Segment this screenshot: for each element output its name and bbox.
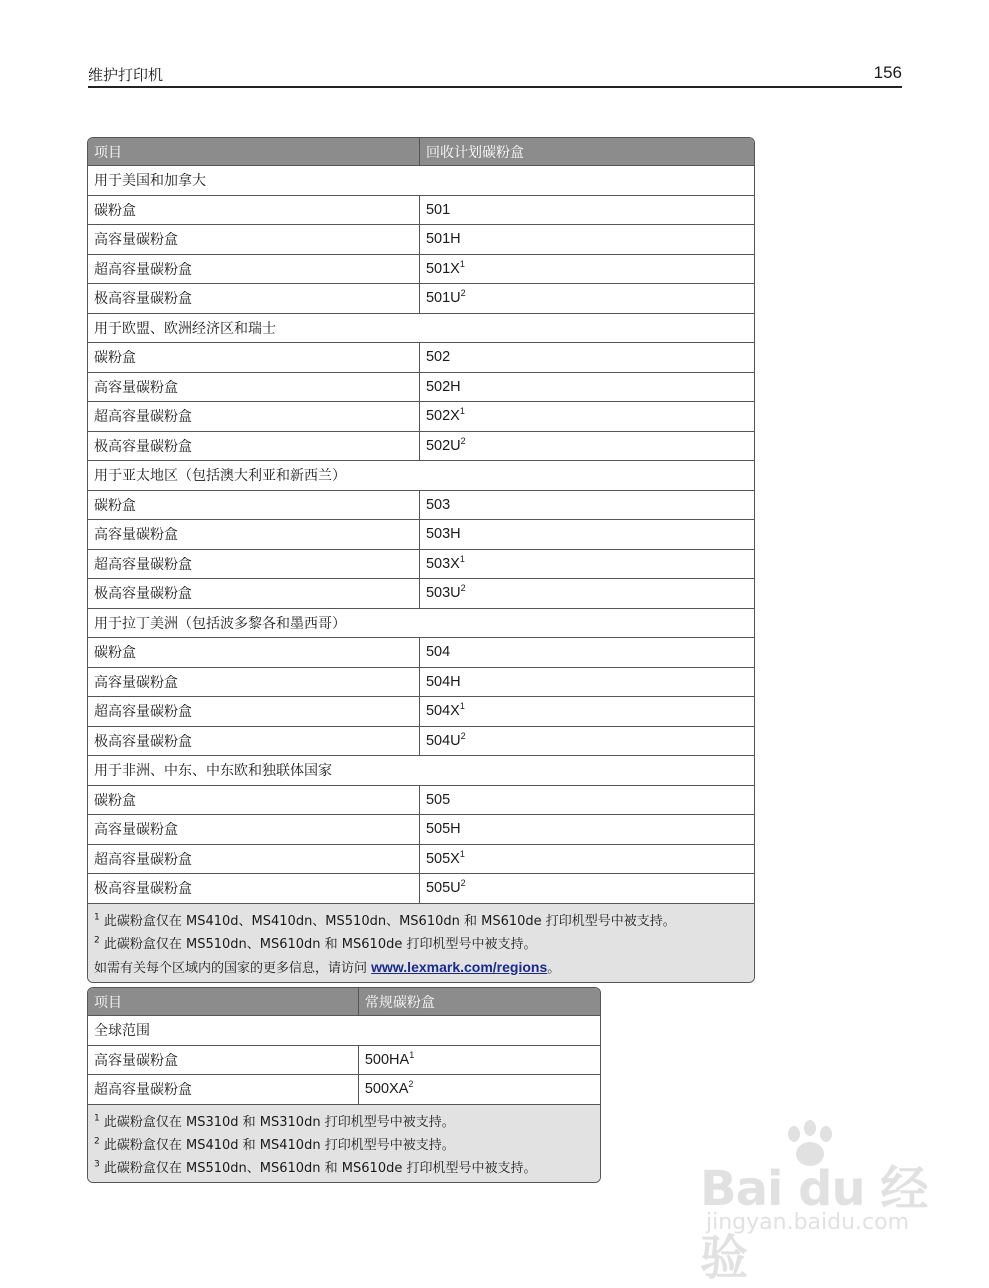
table-row — [88, 874, 754, 904]
page-number: 156 — [873, 63, 902, 82]
item-cell: 超高容量碳粉盒 — [88, 550, 420, 580]
table-row — [88, 845, 754, 875]
part-number-cell — [420, 343, 754, 373]
item-cell: 极高容量碳粉盒 — [88, 284, 420, 314]
watermark-logo: Bai du 经验 — [700, 1161, 928, 1286]
part-number-cell — [420, 579, 754, 609]
part-number-cell — [420, 196, 754, 226]
table-row — [88, 668, 754, 698]
table-row — [88, 373, 754, 403]
item-cell: 高容量碳粉盒 — [88, 815, 420, 845]
footnote-marker: 1 — [459, 848, 465, 859]
part-number-cell — [420, 373, 754, 403]
item-cell: 高容量碳粉盒 — [88, 225, 420, 255]
footnote-text: 此碳粉盒仅在 MS410d 和 MS410dn 打印机型号中被支持。 — [99, 1137, 455, 1153]
footnote-number: 1 — [94, 1113, 100, 1124]
region-row — [88, 314, 754, 344]
part-number-cell — [359, 1075, 600, 1105]
part-number-cell — [420, 550, 754, 580]
part-number: 502X — [425, 408, 460, 425]
region-label: 用于亚太地区（包括澳大利亚和新西兰） — [88, 461, 754, 491]
part-number: 503 — [425, 496, 451, 513]
item-cell: 碳粉盒 — [88, 786, 420, 816]
part-number-cell — [420, 786, 754, 816]
footnote-marker: 2 — [460, 288, 466, 299]
table-row — [88, 225, 754, 255]
part-number-cell — [420, 668, 754, 698]
footnote-marker: 2 — [408, 1079, 414, 1090]
table-row — [88, 1046, 600, 1076]
table-row — [88, 196, 754, 226]
item-cell: 极高容量碳粉盒 — [88, 727, 420, 757]
footnotes-row — [88, 1105, 600, 1182]
region-label: 用于非洲、中东、中东欧和独联体国家 — [88, 756, 754, 786]
part-number: 502 — [425, 349, 451, 366]
part-number-cell — [420, 491, 754, 521]
part-number-cell — [420, 727, 754, 757]
footnotes — [88, 1105, 600, 1182]
recycling-cartridge-table — [87, 137, 755, 983]
part-number: 501X — [425, 260, 460, 277]
regular-cartridge-table — [87, 987, 601, 1183]
part-number: 502H — [425, 378, 461, 395]
footnote-number: 3 — [94, 1159, 100, 1170]
table-row — [88, 491, 754, 521]
footnote-text: 此碳粉盒仅在 MS310d 和 MS310dn 打印机型号中被支持。 — [99, 1114, 455, 1130]
region-label: 全球范围 — [88, 1016, 600, 1046]
footnote-text: 此碳粉盒仅在 MS510dn、MS610dn 和 MS610de 打印机型号中被支持。 — [99, 1160, 537, 1176]
footnote-marker: 2 — [460, 435, 466, 446]
footnote-marker: 2 — [460, 583, 466, 594]
column-header-cartridge: 常规碳粉盒 — [359, 988, 600, 1016]
baidu-watermark — [700, 1120, 940, 1286]
table-row — [88, 786, 754, 816]
part-number: 504 — [425, 644, 451, 661]
section-title: 维护打印机 — [88, 66, 164, 84]
part-number-cell — [420, 697, 754, 727]
part-number-cell — [420, 845, 754, 875]
region-row — [88, 461, 754, 491]
part-number-cell — [420, 284, 754, 314]
table-row — [88, 638, 754, 668]
part-number: 500XA — [364, 1081, 409, 1098]
footnotes — [88, 904, 754, 982]
region-row — [88, 756, 754, 786]
region-label: 用于拉丁美洲（包括波多黎各和墨西哥） — [88, 609, 754, 639]
item-cell: 极高容量碳粉盒 — [88, 579, 420, 609]
part-number: 505H — [425, 821, 461, 838]
footnote-marker: 2 — [460, 730, 466, 741]
item-cell: 极高容量碳粉盒 — [88, 874, 420, 904]
table-row — [88, 343, 754, 373]
part-number-cell — [420, 432, 754, 462]
footnote-text: 此碳粉盒仅在 MS410d、MS410dn、MS510dn、MS610dn 和 MS610de 打印机型号中被支持。 — [99, 913, 676, 929]
part-number: 500HA — [364, 1051, 410, 1068]
item-cell: 碳粉盒 — [88, 491, 420, 521]
footnote — [94, 1157, 594, 1180]
part-number-cell — [420, 638, 754, 668]
part-number-cell — [420, 402, 754, 432]
item-cell: 超高容量碳粉盒 — [88, 845, 420, 875]
table-row — [88, 255, 754, 285]
table-row — [88, 432, 754, 462]
item-cell: 碳粉盒 — [88, 638, 420, 668]
regions-note — [94, 956, 748, 980]
footnote — [94, 910, 748, 933]
regions-link[interactable]: www.lexmark.com/regions — [371, 958, 548, 975]
table-row — [88, 1075, 600, 1105]
part-number: 501 — [425, 201, 451, 218]
part-number: 504U — [425, 732, 461, 749]
part-number: 503H — [425, 526, 461, 543]
item-cell: 高容量碳粉盒 — [88, 520, 420, 550]
part-number: 502U — [425, 437, 461, 454]
item-cell: 超高容量碳粉盒 — [88, 1075, 359, 1105]
footnote-marker: 1 — [459, 406, 465, 417]
part-number-cell — [420, 520, 754, 550]
item-cell: 高容量碳粉盒 — [88, 668, 420, 698]
table-row — [88, 520, 754, 550]
region-row — [88, 166, 754, 196]
footnote-marker: 2 — [460, 878, 466, 889]
region-row — [88, 609, 754, 639]
table-row — [88, 697, 754, 727]
table-row — [88, 284, 754, 314]
footnote-marker: 1 — [459, 553, 465, 564]
table-header-row — [88, 988, 600, 1016]
part-number: 505U — [425, 880, 461, 897]
column-header-cartridge: 回收计划碳粉盒 — [420, 138, 754, 166]
part-number-cell — [420, 255, 754, 285]
part-number-cell — [420, 225, 754, 255]
region-label: 用于欧盟、欧洲经济区和瑞士 — [88, 314, 754, 344]
part-number-cell — [420, 874, 754, 904]
table-row — [88, 402, 754, 432]
part-number: 505X — [425, 850, 460, 867]
item-cell: 高容量碳粉盒 — [88, 1046, 359, 1076]
column-header-item: 项目 — [88, 138, 420, 166]
item-cell: 极高容量碳粉盒 — [88, 432, 420, 462]
part-number: 504X — [425, 703, 460, 720]
part-number-cell — [420, 815, 754, 845]
part-number: 503U — [425, 585, 461, 602]
footnote — [94, 1111, 594, 1134]
table-row — [88, 550, 754, 580]
part-number: 503X — [425, 555, 460, 572]
part-number: 505 — [425, 791, 451, 808]
item-cell: 超高容量碳粉盒 — [88, 402, 420, 432]
regions-note-text: 如需有关每个区域内的国家的更多信息，请访问 — [94, 960, 372, 976]
part-number: 501U — [425, 290, 461, 307]
watermark-url: jingyan.baidu.com — [706, 1210, 910, 1235]
footnote-text: 此碳粉盒仅在 MS510dn、MS610dn 和 MS610de 打印机型号中被支持。 — [99, 936, 537, 952]
footnote-number: 2 — [94, 1136, 100, 1147]
footnote — [94, 1134, 594, 1157]
part-number: 501H — [425, 231, 461, 248]
footnotes-row — [88, 904, 754, 982]
region-row — [88, 1016, 600, 1046]
part-number-cell — [359, 1046, 600, 1076]
page-header — [88, 60, 902, 88]
footnote-marker: 1 — [459, 701, 465, 712]
item-cell: 碳粉盒 — [88, 196, 420, 226]
part-number: 504H — [425, 673, 461, 690]
item-cell: 超高容量碳粉盒 — [88, 255, 420, 285]
region-label: 用于美国和加拿大 — [88, 166, 754, 196]
footnote-number: 1 — [94, 912, 100, 923]
regions-note-suffix: 。 — [547, 960, 561, 976]
column-header-item: 项目 — [88, 988, 359, 1016]
item-cell: 超高容量碳粉盒 — [88, 697, 420, 727]
table-row — [88, 727, 754, 757]
table-row — [88, 579, 754, 609]
table-header-row — [88, 138, 754, 166]
footnote — [94, 933, 748, 956]
item-cell: 碳粉盒 — [88, 343, 420, 373]
footnote-number: 2 — [94, 935, 100, 946]
footnote-marker: 1 — [409, 1049, 415, 1060]
footnote-marker: 1 — [459, 258, 465, 269]
item-cell: 高容量碳粉盒 — [88, 373, 420, 403]
table-row — [88, 815, 754, 845]
